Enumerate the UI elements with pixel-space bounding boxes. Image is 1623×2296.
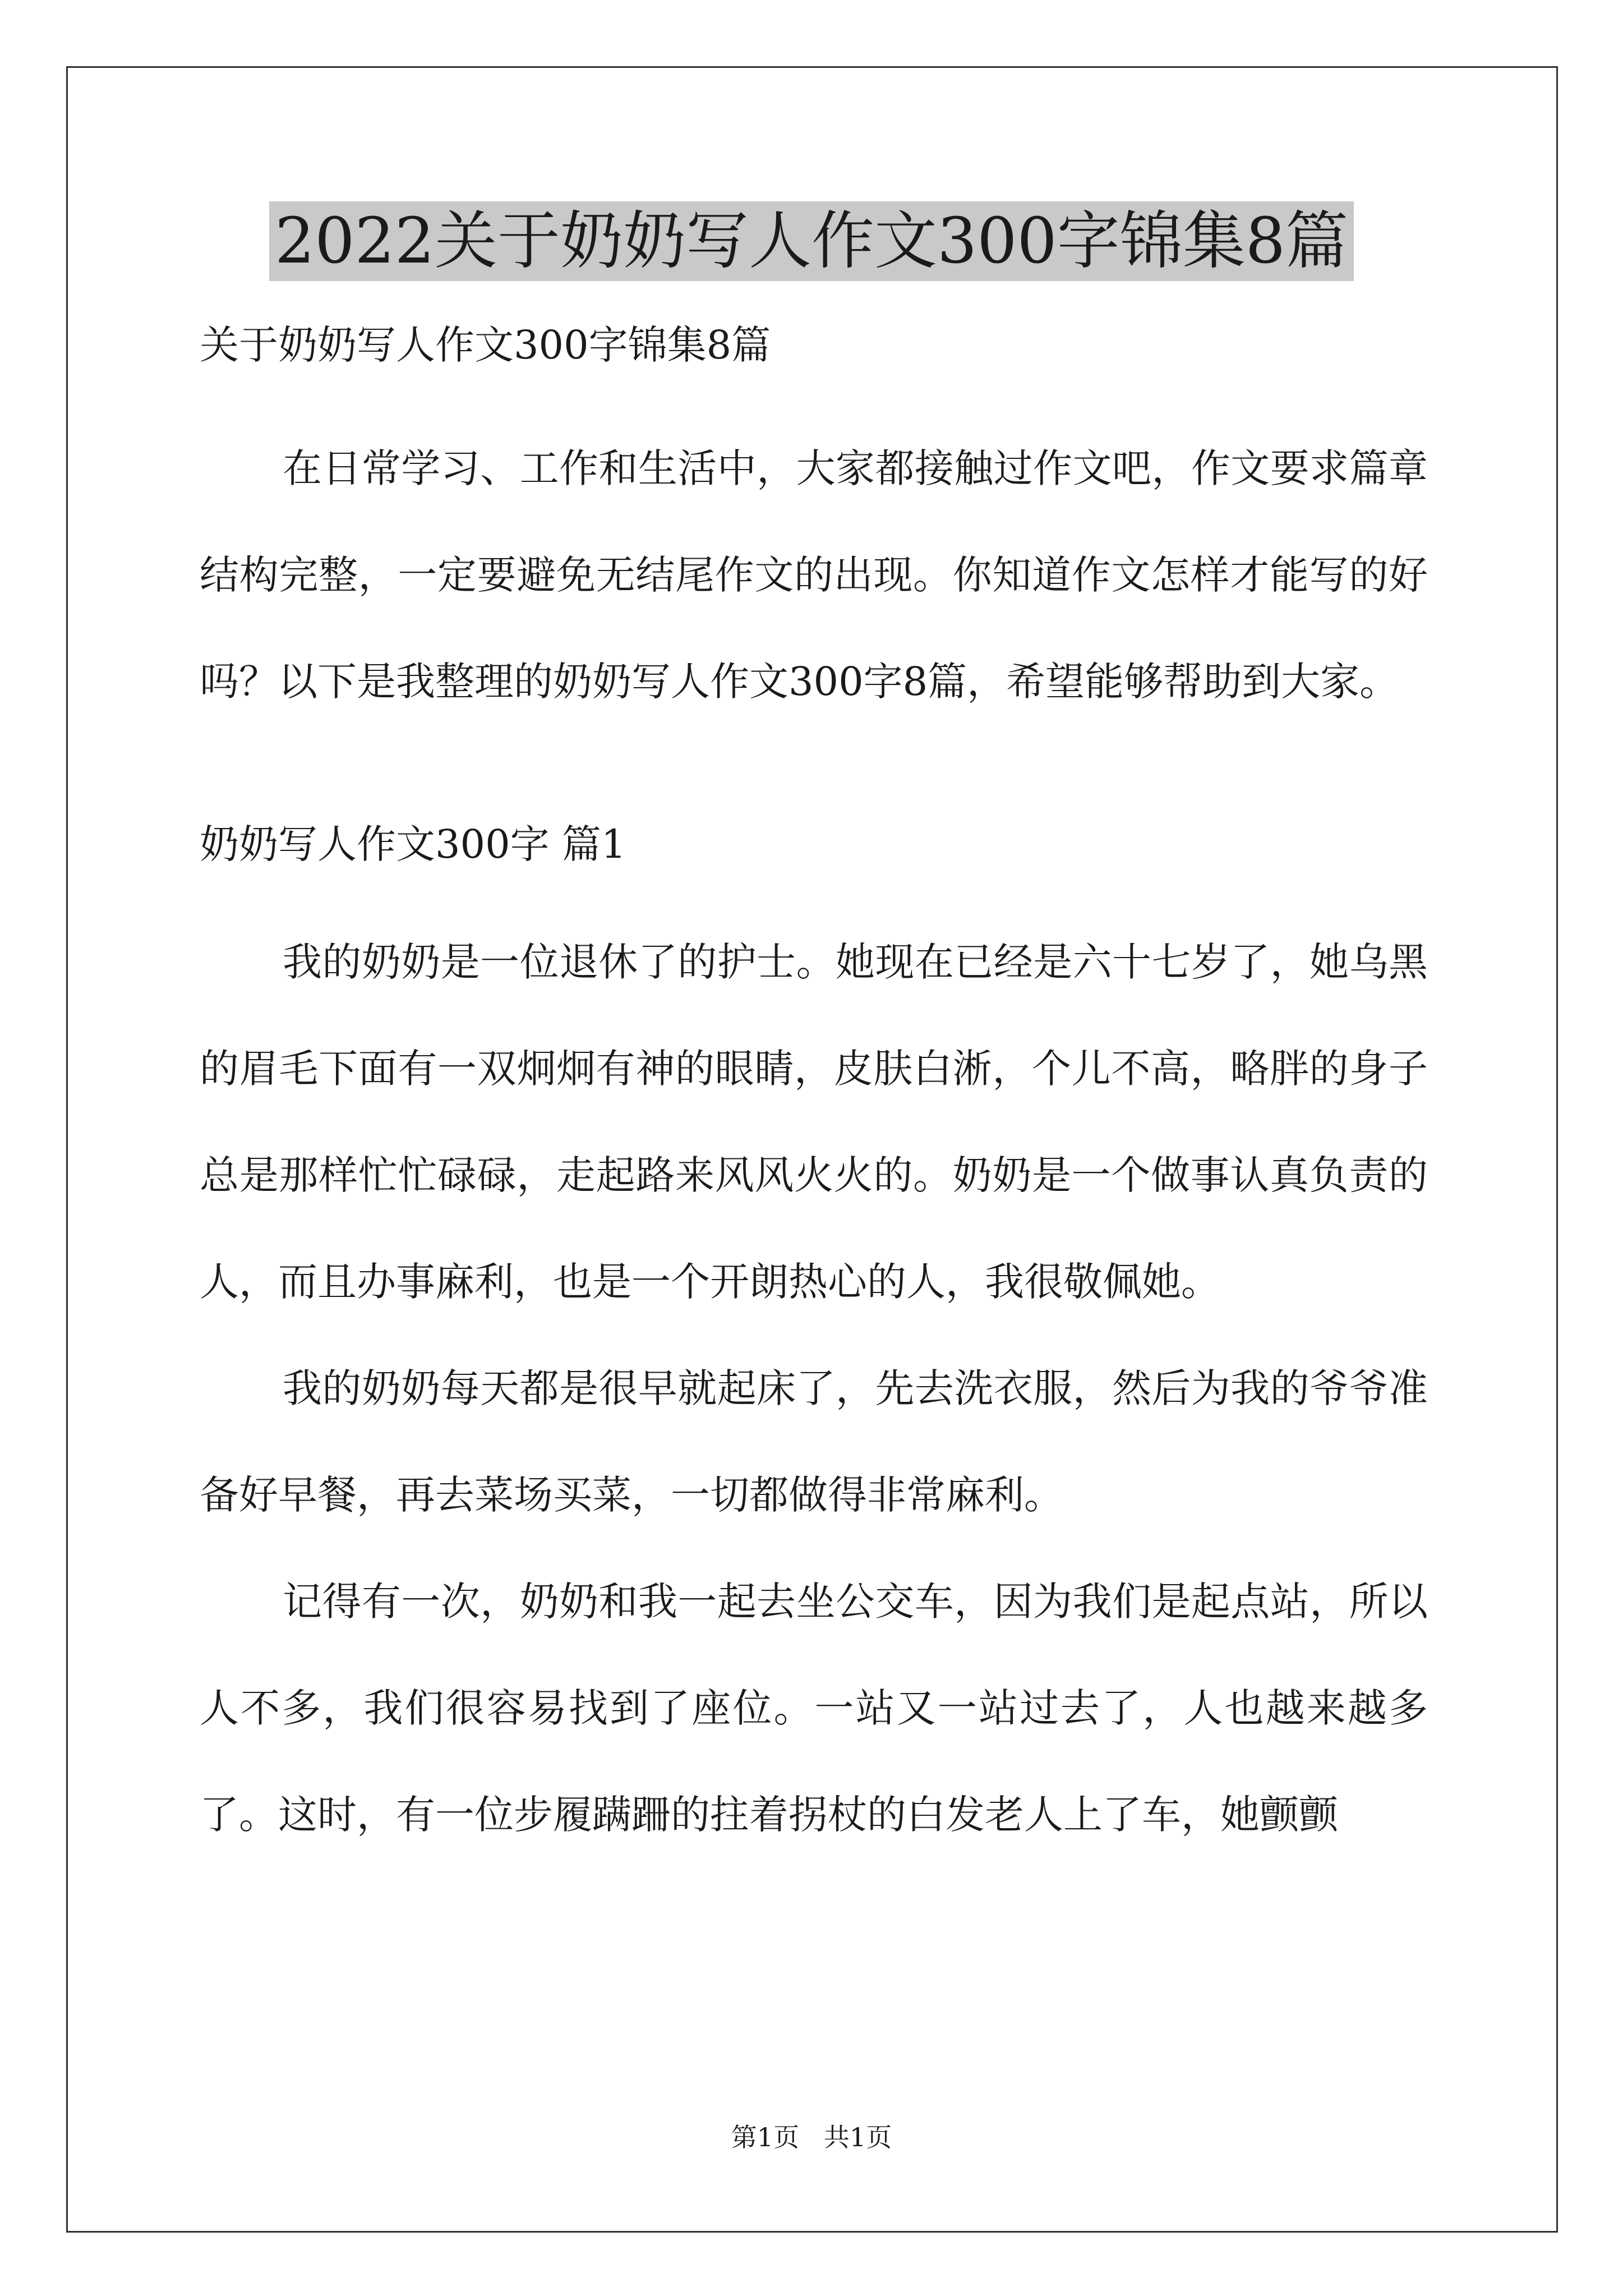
document-subtitle: 关于奶奶写人作文300字锦集8篇 xyxy=(200,322,771,368)
body-paragraph-1: 我的奶奶是一位退休了的护士。她现在已经是六十七岁了，她乌黑的眉毛下面有一双炯炯有神的眼睛，皮肤白淅，个儿不高，略胖的身子总是那样忙忙碌碌，走起路来风风火火的。奶奶是一个做事认真负责的人，而且办事麻利，也是一个开朗热心的人，我很敬佩她。 xyxy=(200,939,1428,1305)
document-title xyxy=(0,202,1623,280)
document-title-text: 2022关于奶奶写人作文300字锦集8篇 xyxy=(269,201,1354,281)
intro-paragraph: 在日常学习、工作和生活中，大家都接触过作文吧，作文要求篇章结构完整，一定要避免无结尾作文的出现。你知道作文怎样才能写的好吗？以下是我整理的奶奶写人作文300字8篇，希望能够帮助到大家。 xyxy=(200,445,1428,705)
page-footer: 第1页 共1页 xyxy=(731,2122,892,2152)
document-body xyxy=(200,314,1428,1868)
body-paragraph-2: 我的奶奶每天都是很早就起床了，先去洗衣服，然后为我的爷爷准备好早餐，再去菜场买菜，一切都做得非常麻利。 xyxy=(200,1365,1428,1518)
body-paragraph-3: 记得有一次，奶奶和我一起去坐公交车，因为我们是起点站，所以人不多，我们很容易找到了座位。一站又一站过去了，人也越来越多了。这时，有一位步履蹒跚的拄着拐杖的白发老人上了车，她颤颤 xyxy=(200,1579,1428,1838)
section-heading: 奶奶写人作文300字 篇1 xyxy=(200,821,626,867)
